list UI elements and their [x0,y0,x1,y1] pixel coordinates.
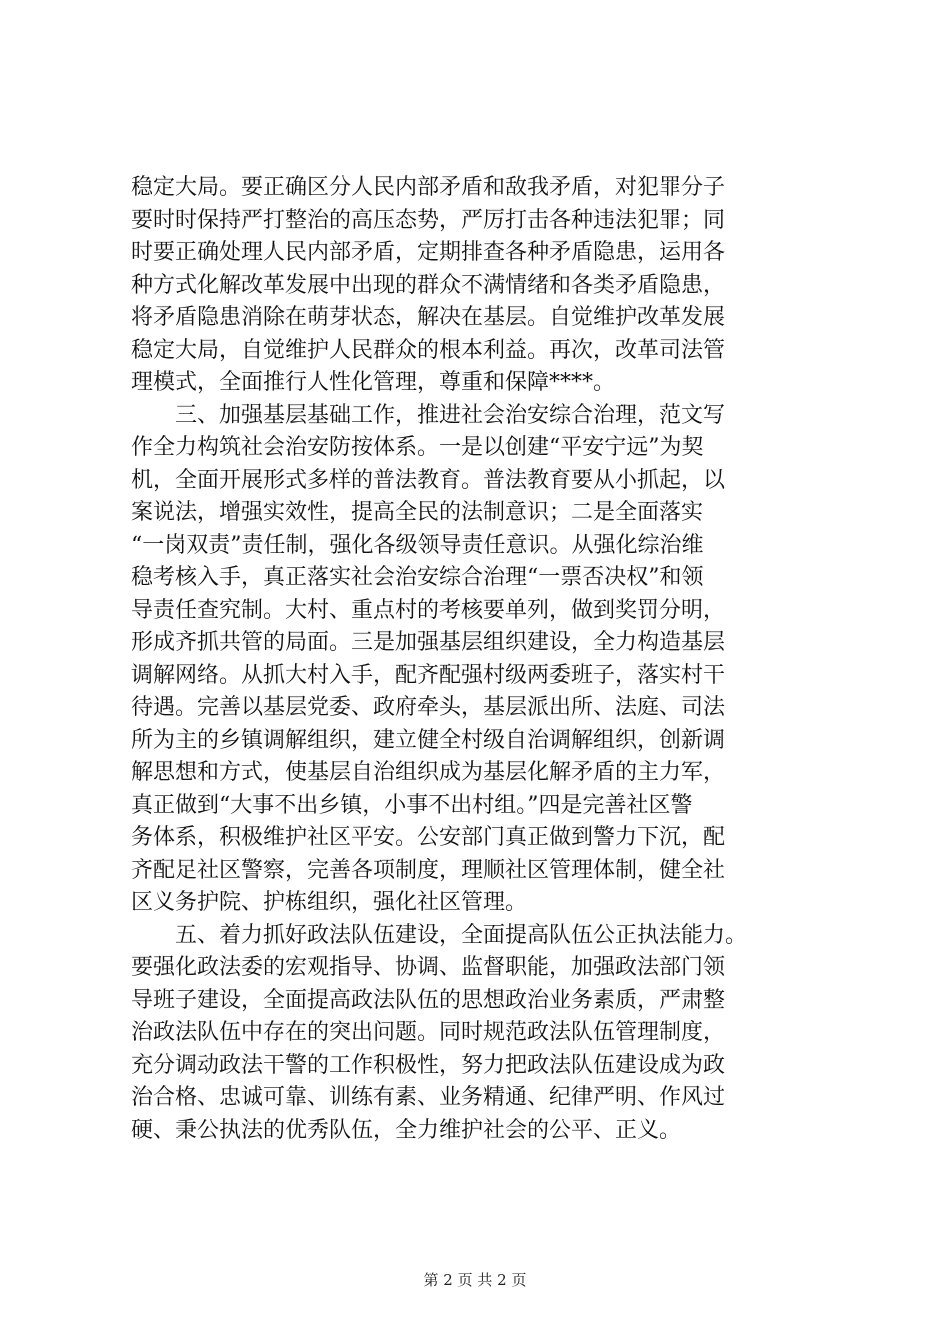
text-line: 解思想和方式，使基层自治组织成为基层化解矛盾的主力军， [131,760,726,785]
text-line: 三、加强基层基础工作，推进社会治安综合治理，范文写 [131,402,726,428]
text-line: 调解网络。从抓大村入手，配齐配强村级两委班子，落实村干 [131,662,726,688]
text-line: 务体系，积极维护社区平安。公安部门真正做到警力下沉，配 [131,825,726,850]
text-line: 充分调动政法干警的工作积极性，努力把政法队伍建设成为政 [131,1052,726,1078]
text-line: 治政法队伍中存在的突出问题。同时规范政法队伍管理制度， [131,1020,726,1045]
text-line: 理模式，全面推行人性化管理，尊重和保障****。 [131,370,616,395]
text-line: 形成齐抓共管的局面。三是加强基层组织建设，全力构造基层 [131,630,726,655]
text-line: 稳定大局，自觉维护人民群众的根本利益。再次，改革司法管 [131,337,726,363]
text-line: 齐配足社区警察，完善各项制度，理顺社区管理体制，健全社 [131,857,726,883]
text-line: “一岗双责”责任制，强化各级领导责任意识。从强化综治维 [131,532,704,558]
text-line: 稳考核入手，真正落实社会治安综合治理“一票否决权”和领 [131,565,704,590]
text-line: 待遇。完善以基层党委、政府牵头，基层派出所、法庭、司法 [131,695,726,720]
text-line: 真正做到“大事不出乡镇，小事不出村组。”四是完善社区警 [131,792,693,818]
text-line: 作全力构筑社会治安防按体系。一是以创建“平安宁远”为契 [131,435,704,460]
text-line: 治合格、忠诚可靠、训练有素、业务精通、纪律严明、作风过 [131,1085,726,1110]
text-line: 要强化政法委的宏观指导、协调、监督职能，加强政法部门领 [131,955,726,980]
document-body [131,172,831,1147]
text-line: 时要正确处理人民内部矛盾，定期排查各种矛盾隐患，运用各 [131,240,726,265]
text-line: 硬、秉公执法的优秀队伍，全力维护社会的公平、正义。 [131,1117,682,1143]
text-line: 导责任查究制。大村、重点村的考核要单列，做到奖罚分明， [131,597,726,623]
text-line: 所为主的乡镇调解组织，建立健全村级自治调解组织，创新调 [131,727,726,753]
text-line: 案说法，增强实效性，提高全民的法制意识；二是全面落实 [131,500,704,525]
text-line: 将矛盾隐患消除在萌芽状态，解决在基层。自觉维护改革发展 [131,305,726,330]
text-line: 要时时保持严打整治的高压态势，严厉打击各种违法犯罪；同 [131,207,726,233]
text-line: 五、着力抓好政法队伍建设，全面提高队伍公正执法能力。 [131,922,748,948]
text-line: 导班子建设，全面提高政法队伍的思想政治业务素质，严肃整 [131,987,726,1013]
text-line: 稳定大局。要正确区分人民内部矛盾和敌我矛盾，对犯罪分子 [131,175,726,200]
text-line: 区义务护院、护栋组织，强化社区管理。 [131,890,528,915]
page-number-footer: 第 2 页 共 2 页 [423,1271,527,1289]
text-line: 机，全面开展形式多样的普法教育。普法教育要从小抓起，以 [131,467,726,493]
text-line: 种方式化解改革发展中出现的群众不满情绪和各类矛盾隐患， [131,272,726,298]
